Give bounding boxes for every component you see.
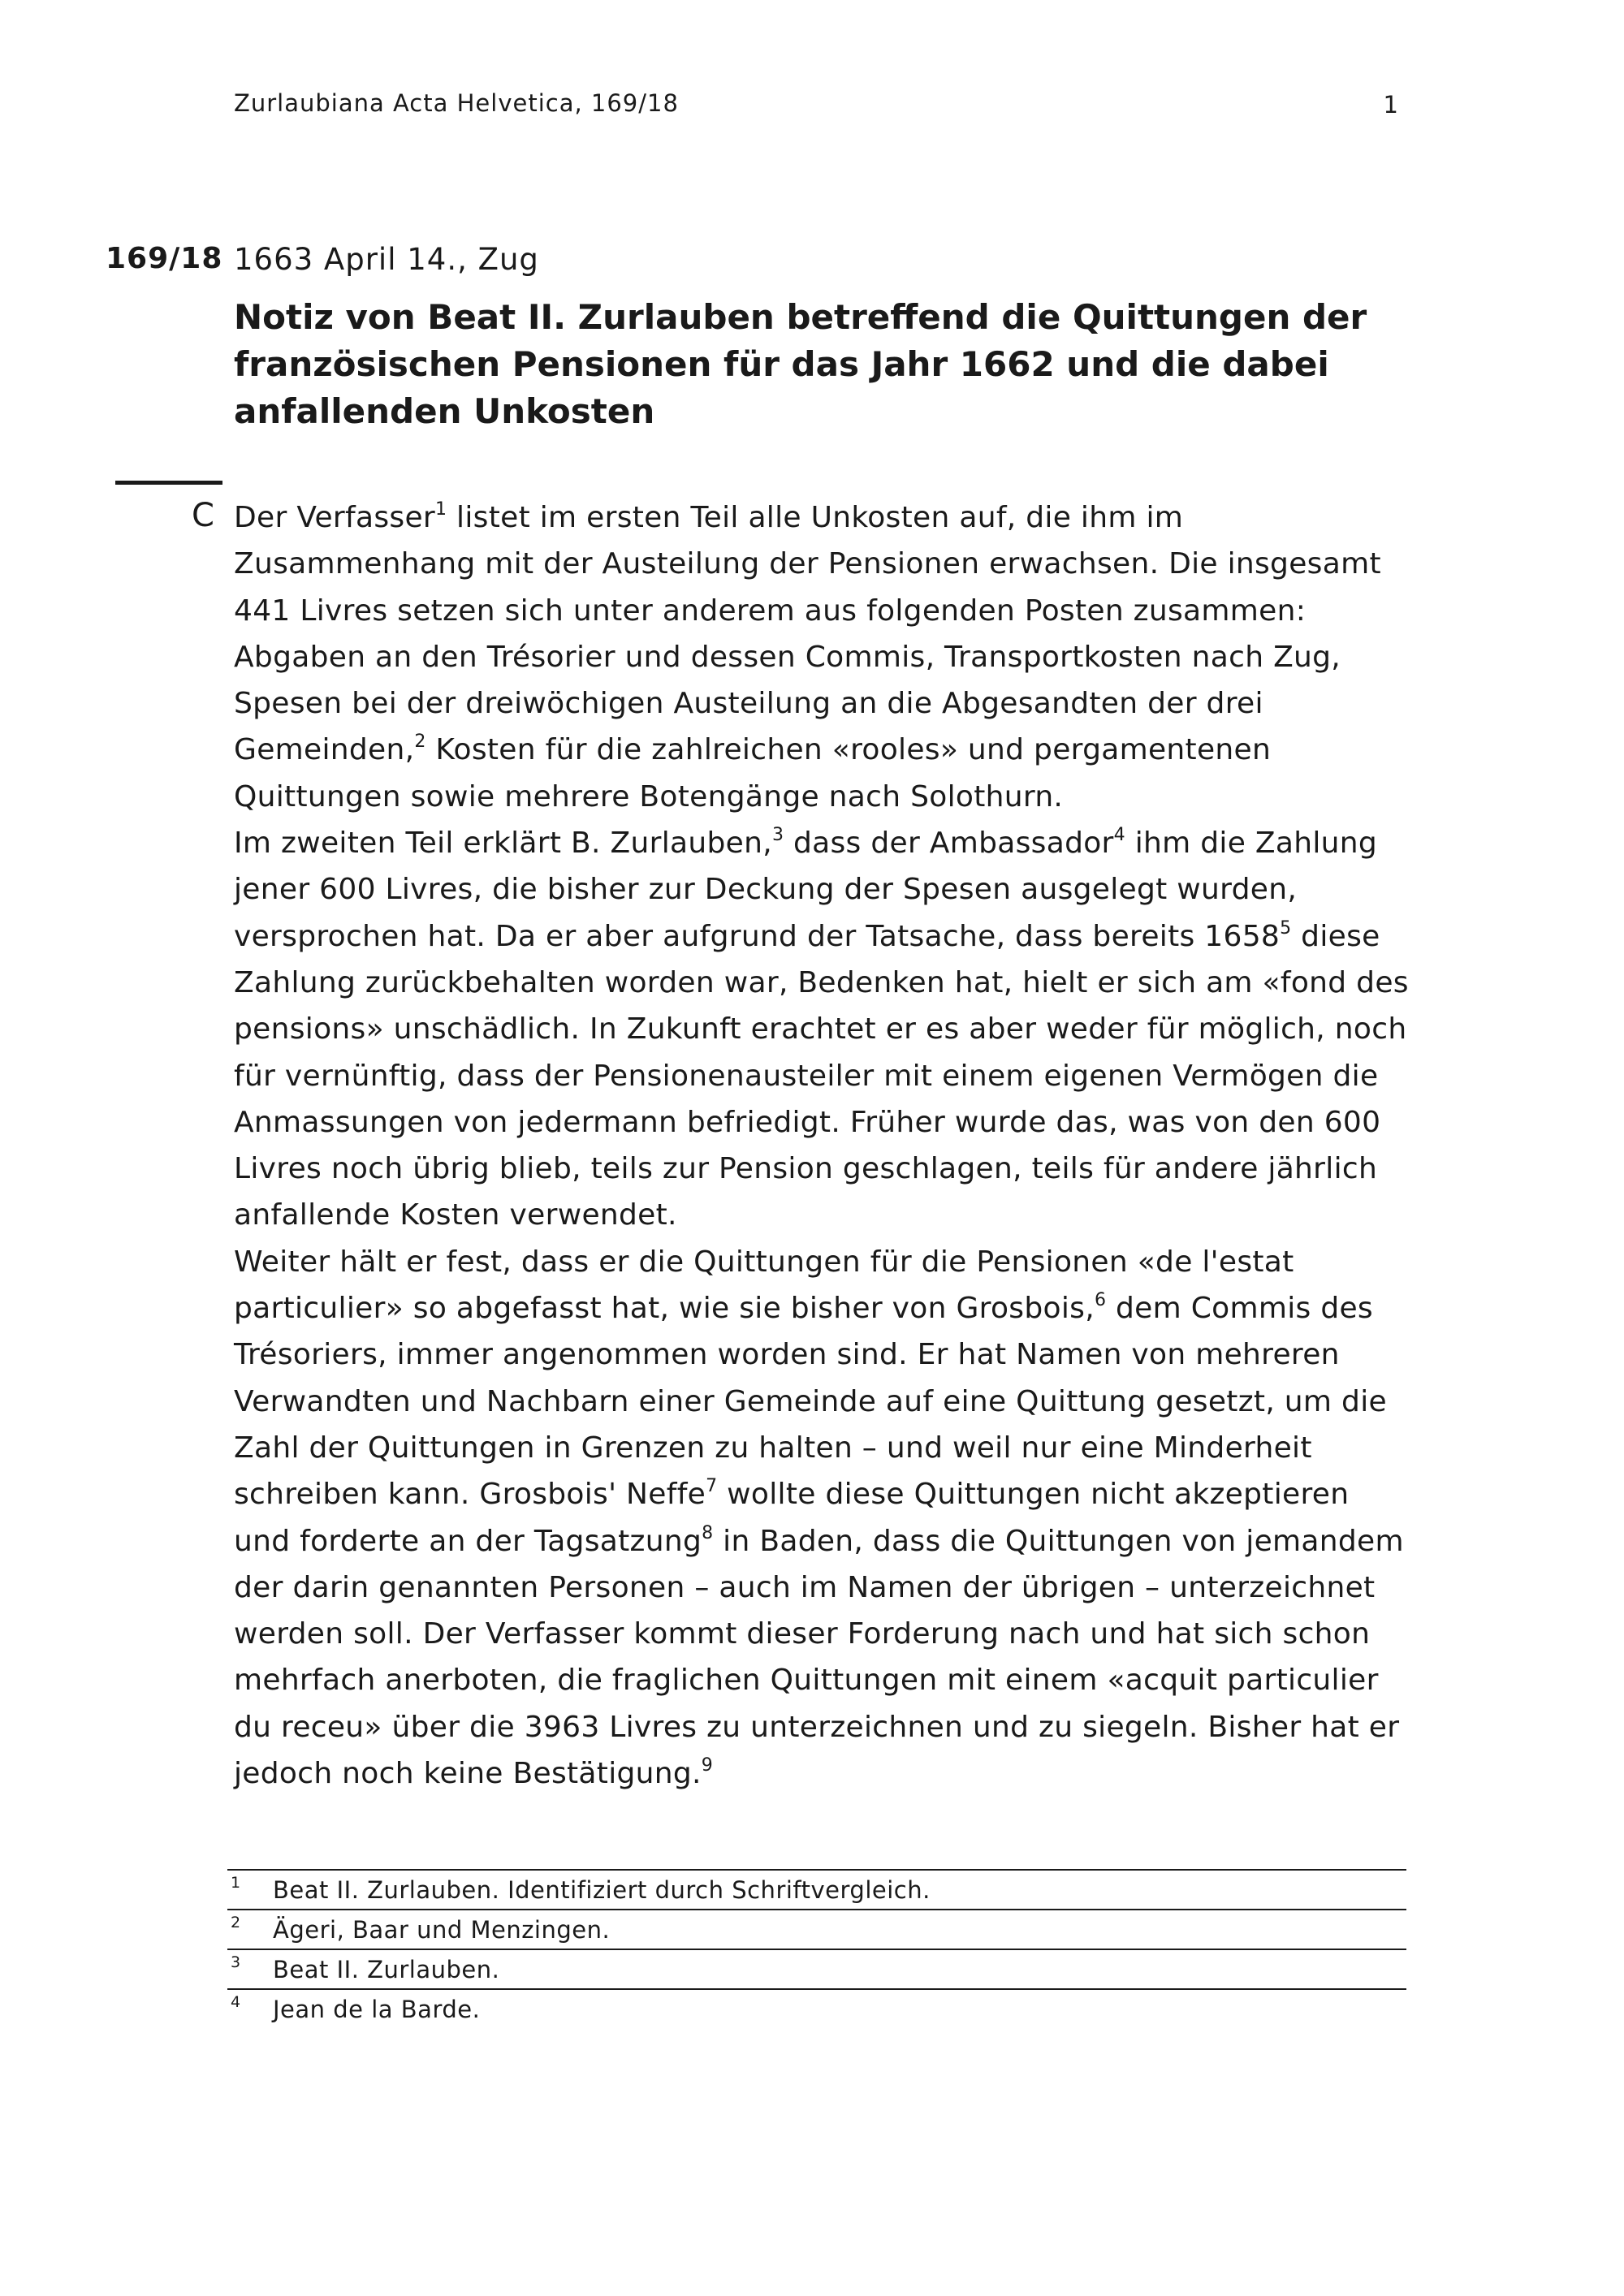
regest-text: in Baden, dass die Quittungen von jemandem der darin genannten Personen – auch im Namen der übrigen – unterzeichnet werden soll. Der Verfasser kommt dieser Forderung nach und hat sich schon mehrfach anerboten, die fraglichen Quittungen mit einem «acquit particulier du receu» über die 3963 Livres zu unterzeichnen und zu siegeln. Bisher hat er jedoch noch keine Bestätigung.	[234, 1524, 1404, 1791]
footnote-ref-8[interactable]: 8	[702, 1522, 714, 1543]
footnote	[227, 1909, 1406, 1949]
page-number: 1	[1383, 91, 1398, 119]
footnote-ref-9[interactable]: 9	[701, 1755, 714, 1776]
regest-text: ihm die Zahlung jener 600 Livres, die bisher zur Deckung der Spesen ausgelegt wurden, versprochen hat. Da er aber aufgrund der Tatsache, dass bereits 1658	[234, 826, 1378, 953]
footnote	[227, 1869, 1406, 1909]
regest-text: dass der Ambassador	[784, 826, 1114, 861]
footnote-number: 4	[231, 1993, 241, 2011]
regest-text: Kosten für die zahlreichen «rooles» und pergamentenen Quittungen sowie mehrere Botengänge nach Solothurn.	[234, 733, 1272, 814]
document-number: 169/18	[106, 242, 223, 275]
title-rule	[115, 481, 222, 485]
regest-paragraph-1	[234, 494, 1411, 820]
regest-text: dem Commis des Trésoriers, immer angenommen worden sind. Er hat Namen von mehreren Verwandten und Nachbarn einer Gemeinde auf eine Quittung gesetzt, um die Zahl der Quittungen in Grenzen zu halten – und weil nur eine Minderheit schreiben kann. Grosbois' Neffe	[234, 1292, 1387, 1512]
regest-paragraph-3	[234, 1239, 1411, 1798]
footnote-ref-5[interactable]: 5	[1280, 917, 1292, 939]
footnotes	[227, 1869, 1406, 2028]
footnote-text: Beat II. Zurlauben. Identifiziert durch Schriftvergleich.	[273, 1876, 931, 1904]
footnote	[227, 1988, 1406, 2028]
footnote-number: 2	[231, 1914, 241, 1931]
footnote-ref-1[interactable]: 1	[435, 499, 447, 520]
regest-text: Der Verfasser	[234, 501, 435, 534]
regest-text: Weiter hält er fest, dass er die Quittungen für die Pensionen «de l'estat particulier» so abgefasst hat, wie sie bisher von Grosbois,	[234, 1245, 1294, 1326]
regest-text: wollte diese Quittungen nicht akzeptieren und forderte an der Tagsatzung	[234, 1478, 1350, 1558]
footnote	[227, 1949, 1406, 1988]
regest-text: listet im ersten Teil alle Unkosten auf, die ihm im Zusammenhang mit der Austeilung der Pensionen erwachsen. Die insgesamt 441 Livres setzen sich unter anderem aus folgenden Posten zusammen: Abgaben an den Trésorier und dessen Commis, Transportkosten nach Zug, Spesen bei der dreiwöchigen Austeilung an die Abgesandten der drei Gemeinden,	[234, 501, 1381, 767]
footnote-ref-7[interactable]: 7	[706, 1476, 718, 1497]
source-mark: C	[192, 497, 214, 534]
footnote-text: Ägeri, Baar und Menzingen.	[273, 1916, 611, 1944]
regest-body	[234, 494, 1411, 1797]
running-head: Zurlaubiana Acta Helvetica, 169/18	[234, 89, 679, 117]
footnote-ref-2[interactable]: 2	[414, 732, 426, 753]
footnote-text: Beat II. Zurlauben.	[273, 1956, 500, 1983]
regest-text: diese Zahlung zurückbehalten worden war, Bedenken hat, hielt er sich am «fond des pensions» unschädlich. In Zukunft erachtet er es aber weder für möglich, noch für vernünftig, dass der Pensionenausteiler mit einem eigenen Vermögen die Anmassungen von jedermann befriedigt. Früher wurde das, was von den 600 Livres noch übrig blieb, teils zur Pension geschlagen, teils für andere jährlich anfallende Kosten verwendet.	[234, 919, 1409, 1232]
footnote-number: 3	[231, 1953, 241, 1971]
footnote-ref-3[interactable]: 3	[771, 825, 784, 846]
footnote-text: Jean de la Barde.	[273, 1996, 481, 2023]
footnote-number: 1	[231, 1874, 241, 1892]
footnote-ref-6[interactable]: 6	[1094, 1290, 1107, 1311]
footnote-ref-4[interactable]: 4	[1113, 825, 1125, 846]
document-date-place: 1663 April 14., Zug	[234, 242, 539, 277]
regest-text: Im zweiten Teil erklärt B. Zurlauben,	[234, 826, 772, 861]
document-title: Notiz von Beat II. Zurlauben betreffend die Quittungen der französischen Pensionen für das Jahr 1662 und die dabei anfallenden Unkosten	[234, 297, 1367, 431]
regest-paragraph-2	[234, 820, 1411, 1239]
